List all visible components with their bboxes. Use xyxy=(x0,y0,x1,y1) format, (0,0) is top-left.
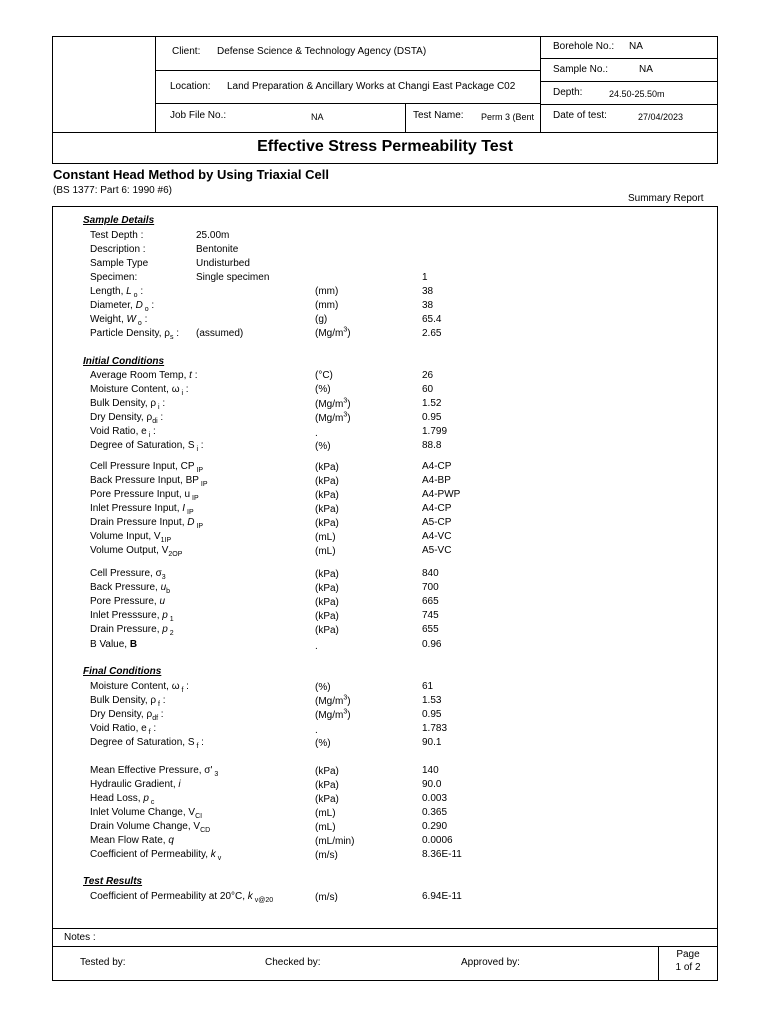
page-title: Effective Stress Permeability Test xyxy=(257,138,513,155)
perm20-value: 6.94E-11 xyxy=(422,891,462,902)
initial-conditions-heading: Initial Conditions xyxy=(83,356,165,367)
bulk-f-label: Bulk Density, ρ $_f$ : xyxy=(90,695,166,708)
back-pressure-value: 700 xyxy=(422,582,439,593)
date-label: Date of test: xyxy=(553,110,607,121)
b-value-label: B Value, B xyxy=(90,639,138,650)
weight-value: 65.4 xyxy=(422,314,442,325)
inlet-pressure-value: 745 xyxy=(422,610,439,621)
saturation-i-label: Degree of Saturation, S $_i$ : xyxy=(90,440,204,453)
bulk-f-value: 1.53 xyxy=(422,695,442,706)
inlet-input-unit: (kPa) xyxy=(315,504,339,515)
tested-by-label: Tested by: xyxy=(80,957,126,968)
page-label: Page xyxy=(676,949,700,960)
volume-input-value: A4-VC xyxy=(422,531,452,542)
client-label: Client: xyxy=(172,46,201,57)
cell-pressure-unit: (kPa) xyxy=(315,569,339,580)
borehole-label: Borehole No.: xyxy=(553,41,615,52)
drain-pressure-value: 655 xyxy=(422,624,439,635)
saturation-f-unit: (%) xyxy=(315,738,331,749)
dry-i-label: Dry Density, $\rho_{di}$ : xyxy=(90,412,164,425)
inlet-vol-label: Inlet Volume Change, $V_{CI}$ xyxy=(90,807,203,820)
client-value: Defense Science & Technology Agency (DSTA) xyxy=(217,46,427,57)
drain-vol-unit: (mL) xyxy=(315,822,336,833)
sample-label: Sample No.: xyxy=(553,64,609,75)
volume-output-unit: (mL) xyxy=(315,546,336,557)
jobfile-label: Job File No.: xyxy=(170,110,227,121)
particle-density-label: Particle Density, $\rho_s$ : xyxy=(90,328,180,341)
moisture-f-unit: (%) xyxy=(315,682,331,693)
pore-input-unit: (kPa) xyxy=(315,490,339,501)
moisture-i-unit: (%) xyxy=(315,384,331,395)
dry-f-label: Dry Density, $\rho_{df}$ : xyxy=(90,709,164,722)
weight-label: Weight, W $_o$ : xyxy=(90,314,148,327)
moisture-i-label: Moisture Content, ω $_i$ : xyxy=(90,384,189,397)
description-label: Description : xyxy=(90,244,146,255)
sample-value: NA xyxy=(639,64,653,75)
cell-input-label: Cell Pressure Input, CP $_{IP}$ xyxy=(90,461,204,474)
inlet-vol-unit: (mL) xyxy=(315,808,336,819)
cell-pressure-value: 840 xyxy=(422,568,439,579)
diameter-value: 38 xyxy=(422,300,434,311)
bulk-i-label: Bulk Density, ρ $_i$ : xyxy=(90,398,166,411)
gradient-label: Hydraulic Gradient, i xyxy=(90,779,181,790)
moisture-f-value: 61 xyxy=(422,681,434,692)
specimen-label: Specimen: xyxy=(90,272,138,283)
back-pressure-label: Back Pressure, $u_b$ xyxy=(90,582,171,595)
inlet-vol-value: 0.365 xyxy=(422,807,448,818)
report-type: Summary Report xyxy=(628,193,704,204)
drain-pressure-label: Drain Pressure, p $_2$ xyxy=(90,624,174,637)
dry-i-unit: $(Mg/m^3)$ xyxy=(315,411,351,424)
drain-vol-value: 0.290 xyxy=(422,821,448,832)
drain-pressure-unit: (kPa) xyxy=(315,625,339,636)
bulk-i-value: 1.52 xyxy=(422,398,442,409)
void-i-label: Void Ratio, e $_i$ : xyxy=(90,426,156,439)
testname-value: Perm 3 (Bent xyxy=(481,112,535,122)
density-note: (assumed) xyxy=(196,328,244,339)
flow-rate-label: Mean Flow Rate, q xyxy=(90,835,174,846)
void-i-unit: . xyxy=(315,428,318,439)
length-unit: (mm) xyxy=(315,286,339,297)
volume-input-label: Volume Input, $V_{1IP}$ xyxy=(90,531,172,544)
temp-value: 26 xyxy=(422,370,434,381)
back-input-label: Back Pressure Input, BP $_{IP}$ xyxy=(90,475,208,488)
drain-vol-label: Drain Volume Change, $V_{CD}$ xyxy=(90,821,211,834)
jobfile-value: NA xyxy=(311,112,324,122)
drain-input-label: Drain Pressure Input, D $_{IP}$ xyxy=(90,517,204,530)
saturation-f-label: Degree of Saturation, S $_f$ : xyxy=(90,737,204,750)
length-label: Length, L $_o$ : xyxy=(90,286,144,299)
dry-f-unit: $(Mg/m^3)$ xyxy=(315,708,351,721)
pore-input-value: A4-PWP xyxy=(422,489,461,500)
approved-by-label: Approved by: xyxy=(461,957,520,968)
mean-eff-unit: (kPa) xyxy=(315,766,339,777)
test-depth-value: 25.00m xyxy=(196,230,230,241)
perm-unit: (m/s) xyxy=(315,850,338,861)
temp-unit: (°C) xyxy=(315,370,333,381)
back-input-unit: (kPa) xyxy=(315,476,339,487)
diameter-unit: (mm) xyxy=(315,300,339,311)
test-results-heading: Test Results xyxy=(83,876,143,887)
method-subtitle: Constant Head Method by Using Triaxial Cell xyxy=(53,167,329,182)
depth-value: 24.50-25.50m xyxy=(609,89,665,99)
moisture-f-label: Moisture Content, ω $_f$ : xyxy=(90,681,189,694)
mean-eff-value: 140 xyxy=(422,765,439,776)
density-value: 2.65 xyxy=(422,328,442,339)
dry-f-value: 0.95 xyxy=(422,709,442,720)
location-value: Land Preparation & Ancillary Works at Changi East Package C02 xyxy=(227,81,516,92)
flow-rate-value: 0.0006 xyxy=(422,835,453,846)
density-unit: $(Mg/m^3)$ xyxy=(315,326,351,339)
description-value: Bentonite xyxy=(196,244,239,255)
back-input-value: A4-BP xyxy=(422,475,451,486)
head-loss-label: Head Loss, p $_c$ xyxy=(90,793,155,806)
bulk-f-unit: $(Mg/m^3)$ xyxy=(315,694,351,707)
checked-by-label: Checked by: xyxy=(265,957,321,968)
back-pressure-unit: (kPa) xyxy=(315,583,339,594)
bulk-i-unit: $(Mg/m^3)$ xyxy=(315,397,351,410)
testname-label: Test Name: xyxy=(413,110,464,121)
void-f-value: 1.783 xyxy=(422,723,448,734)
moisture-i-value: 60 xyxy=(422,384,434,395)
perm-value: 8.36E-11 xyxy=(422,849,462,860)
location-label: Location: xyxy=(170,81,211,92)
b-value-value: 0.96 xyxy=(422,639,442,650)
inlet-pressure-label: Inlet Presssure, p $_1$ xyxy=(90,610,174,623)
flow-rate-unit: (mL/min) xyxy=(315,836,355,847)
volume-input-unit: (mL) xyxy=(315,532,336,543)
inlet-input-label: Inlet Pressure Input, I $_{IP}$ xyxy=(90,503,194,516)
volume-output-label: Volume Output, $V_{2OP}$ xyxy=(90,545,183,558)
void-f-unit: . xyxy=(315,725,318,736)
saturation-f-value: 90.1 xyxy=(422,737,442,748)
b-value-unit: . xyxy=(315,641,318,652)
perm20-unit: (m/s) xyxy=(315,892,338,903)
saturation-i-value: 88.8 xyxy=(422,440,442,451)
date-value: 27/04/2023 xyxy=(638,112,684,122)
standard-ref: (BS 1377: Part 6: 1990 #6) xyxy=(53,185,172,196)
borehole-value: NA xyxy=(629,41,643,52)
perm-label: Coefficient of Permeability, k $_v$ xyxy=(90,849,222,862)
sample-details-heading: Sample Details xyxy=(83,215,155,226)
dry-i-value: 0.95 xyxy=(422,412,442,423)
room-temp-label: Average Room Temp, t : xyxy=(90,370,198,381)
weight-unit: (g) xyxy=(315,314,328,325)
test-depth-label: Test Depth : xyxy=(90,230,144,241)
gradient-unit: (kPa) xyxy=(315,780,339,791)
inlet-pressure-unit: (kPa) xyxy=(315,611,339,622)
pore-pressure-unit: (kPa) xyxy=(315,597,339,608)
cell-input-value: A4-CP xyxy=(422,461,452,472)
head-loss-unit: (kPa) xyxy=(315,794,339,805)
pore-input-label: Pore Pressure Input, u $_{IP}$ xyxy=(90,489,199,502)
depth-label: Depth: xyxy=(553,87,583,98)
pore-pressure-label: Pore Pressure, u xyxy=(90,596,166,607)
cell-pressure-label: Cell Pressure, $\sigma_3$ xyxy=(90,568,166,581)
diameter-label: Diameter, D $_o$ : xyxy=(90,300,155,313)
specimen-count: 1 xyxy=(422,272,428,283)
head-loss-value: 0.003 xyxy=(422,793,448,804)
sample-type-label: Sample Type xyxy=(90,258,149,269)
sample-type-value: Undisturbed xyxy=(196,258,250,269)
final-conditions-heading: Final Conditions xyxy=(83,666,162,677)
cell-input-unit: (kPa) xyxy=(315,462,339,473)
void-f-label: Void Ratio, e $_f$ : xyxy=(90,723,157,736)
notes-label: Notes : xyxy=(64,932,96,943)
length-value: 38 xyxy=(422,286,434,297)
gradient-value: 90.0 xyxy=(422,779,442,790)
saturation-i-unit: (%) xyxy=(315,441,331,452)
drain-input-value: A5-CP xyxy=(422,517,452,528)
void-i-value: 1.799 xyxy=(422,426,448,437)
drain-input-unit: (kPa) xyxy=(315,518,339,529)
page-number: 1 of 2 xyxy=(675,962,701,973)
inlet-input-value: A4-CP xyxy=(422,503,452,514)
volume-output-value: A5-VC xyxy=(422,545,452,556)
mean-eff-label: Mean Effective Pressure, σ' $_3$ xyxy=(90,765,219,778)
pore-pressure-value: 665 xyxy=(422,596,439,607)
perm20-label: Coefficient of Permeability at 20°C, k $_{v@20}$ xyxy=(90,891,274,904)
specimen-value: Single specimen xyxy=(196,272,270,283)
